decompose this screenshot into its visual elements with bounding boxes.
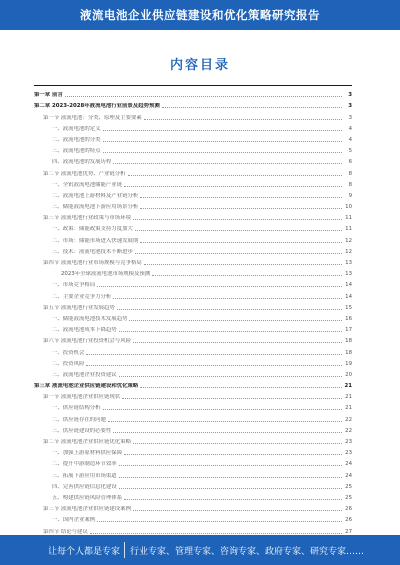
toc-leader-dots bbox=[144, 263, 342, 265]
toc-leader-dots bbox=[129, 319, 342, 321]
toc-entry-page: 19 bbox=[345, 360, 352, 367]
toc-leader-dots bbox=[103, 140, 342, 142]
toc-heading: 内容目录 bbox=[169, 58, 230, 73]
toc-entry-title: 第三节 液流电池行业政策与市场环境 bbox=[43, 215, 131, 222]
toc-leader-dots bbox=[140, 386, 342, 388]
toc-entry[interactable] bbox=[34, 445, 352, 456]
toc-entry[interactable] bbox=[34, 277, 352, 288]
toc-entry-title: 第三节 液流电池企业供应链建设案例 bbox=[43, 506, 131, 513]
toc-entry[interactable] bbox=[34, 501, 352, 512]
toc-entry-page: 22 bbox=[345, 416, 352, 423]
toc-entry-page: 25 bbox=[345, 494, 352, 501]
toc-leader-dots bbox=[124, 453, 342, 455]
toc-leader-dots bbox=[124, 185, 342, 187]
toc-leader-dots bbox=[135, 229, 342, 231]
toc-entry[interactable] bbox=[34, 467, 352, 478]
toc-entry-page: 3 bbox=[348, 114, 352, 121]
toc-leader-dots bbox=[86, 364, 342, 366]
toc-entry[interactable] bbox=[34, 221, 352, 232]
toc-entry-page: 23 bbox=[345, 450, 352, 457]
toc-entry[interactable] bbox=[34, 344, 352, 355]
toc-entry-title: 第六节 液流电池行业投资机会与风险 bbox=[43, 338, 131, 345]
toc-entry[interactable] bbox=[34, 456, 352, 467]
toc-entry-title: 二、液流电池成本下降趋势 bbox=[52, 327, 117, 334]
toc-entry[interactable] bbox=[34, 244, 352, 255]
toc-entry-page: 20 bbox=[345, 371, 352, 378]
toc-entry-page: 16 bbox=[345, 315, 352, 322]
toc-entry-page: 8 bbox=[348, 181, 352, 188]
toc-entry[interactable] bbox=[34, 210, 352, 221]
toc-entry-title: 第一节 液流电池：分类、原理及主要要素 bbox=[43, 114, 142, 121]
toc-leader-dots bbox=[135, 252, 342, 254]
toc-entry-title: 二、提升中游制造环节效率 bbox=[52, 461, 117, 468]
toc-entry-page: 8 bbox=[348, 170, 352, 177]
toc-entry-title: 三、供应链建设的必要性 bbox=[52, 427, 112, 434]
toc-entry-page: 13 bbox=[345, 271, 352, 278]
toc-leader-dots bbox=[140, 196, 342, 198]
toc-entry-title: 第二节 液流电池企业供应链优化策略 bbox=[43, 439, 131, 445]
toc-entry[interactable] bbox=[34, 188, 352, 199]
toc-entry[interactable] bbox=[34, 143, 352, 154]
toc-entry-page: 11 bbox=[345, 215, 352, 222]
toc-leader-dots bbox=[103, 408, 342, 410]
toc-entry-page: 3 bbox=[348, 92, 352, 99]
toc-entry-page: 15 bbox=[345, 304, 352, 311]
toc-entry[interactable] bbox=[34, 232, 352, 243]
toc-entry-title: 二、液流电池上游材料及产业链分析 bbox=[52, 192, 139, 199]
toc-entry-title: 第二章 2023-2028年液流电池行业前景及趋势预测 bbox=[34, 103, 160, 110]
toc-entry[interactable] bbox=[34, 333, 352, 344]
toc-leader-dots bbox=[152, 274, 342, 276]
toc-leader-dots bbox=[133, 509, 342, 511]
toc-entry[interactable] bbox=[34, 434, 352, 445]
toc-entry-title: 一、加强上游原材料供应保障 bbox=[52, 450, 123, 457]
toc-entry-title: 四、液流电池的发展历程 bbox=[52, 159, 112, 166]
toc-leader-dots bbox=[97, 520, 342, 522]
toc-entry[interactable] bbox=[34, 378, 352, 389]
toc-entry-page: 5 bbox=[348, 148, 352, 155]
toc-leader-dots bbox=[119, 464, 342, 466]
toc-entry[interactable] bbox=[34, 177, 352, 188]
toc-entry-page: 9 bbox=[348, 192, 352, 199]
toc-entry-title: 第四节 液流电池行业市场规模与竞争格局 bbox=[43, 260, 142, 266]
toc-entry[interactable] bbox=[34, 512, 352, 523]
toc-entry-title: 一、全钒液流电池储能产业链 bbox=[52, 181, 123, 188]
toc-entry-title: 二、投资风险 bbox=[52, 360, 85, 367]
toc-entry[interactable] bbox=[34, 85, 352, 98]
toc-entry-page: 14 bbox=[345, 293, 352, 300]
toc-leader-dots bbox=[113, 431, 342, 433]
toc-entry-page: 25 bbox=[345, 483, 352, 490]
table-of-contents bbox=[34, 85, 352, 535]
toc-entry-title: 二、液流电池的分类 bbox=[52, 136, 101, 143]
toc-leader-dots bbox=[117, 308, 342, 310]
toc-entry[interactable] bbox=[34, 121, 352, 132]
toc-entry-title: 一、市场竞争格局 bbox=[52, 282, 96, 289]
toc-entry-page: 4 bbox=[348, 136, 352, 143]
toc-entry[interactable] bbox=[34, 199, 352, 210]
toc-entry-title: 三、技术：液流电池技术不断进步 bbox=[52, 248, 133, 255]
toc-entry[interactable] bbox=[34, 266, 352, 277]
toc-leader-dots bbox=[90, 532, 342, 534]
toc-entry[interactable] bbox=[34, 356, 352, 367]
toc-entry-title: 五、构建供应链风险管理体系 bbox=[52, 494, 123, 501]
toc-entry-title: 一、供应链结构分析 bbox=[52, 405, 101, 412]
toc-entry-title: 一、液流电池的定义 bbox=[52, 125, 101, 132]
toc-entry[interactable] bbox=[34, 165, 352, 176]
toc-entry-page: 21 bbox=[344, 383, 352, 390]
toc-entry[interactable] bbox=[34, 132, 352, 143]
toc-entry-title: 一、政策：储能政策支持力度加大 bbox=[52, 226, 133, 233]
toc-entry[interactable] bbox=[34, 98, 352, 109]
toc-entry[interactable] bbox=[34, 322, 352, 333]
toc-entry-page: 24 bbox=[345, 472, 352, 479]
toc-leader-dots bbox=[103, 129, 342, 131]
toc-leader-dots bbox=[113, 297, 342, 299]
toc-entry[interactable] bbox=[34, 400, 352, 411]
report-title: 液流电池企业供应链建设和优化策略研究报告 bbox=[80, 8, 320, 22]
toc-entry[interactable] bbox=[34, 300, 352, 311]
toc-entry[interactable] bbox=[34, 479, 352, 490]
toc-entry-title: 2023年全球液流电池市场规模及预测 bbox=[61, 271, 151, 278]
report-footer bbox=[0, 535, 400, 565]
toc-leader-dots bbox=[108, 420, 342, 422]
toc-entry-page: 12 bbox=[345, 237, 352, 244]
toc-entry-title: 第五节 液流电池行业发展趋势 bbox=[43, 304, 115, 311]
toc-leader-dots bbox=[65, 95, 342, 97]
toc-leader-dots bbox=[122, 397, 342, 399]
toc-entry[interactable] bbox=[34, 423, 352, 434]
footer-slogan: 让每个人都是专家 bbox=[48, 547, 121, 557]
toc-entry[interactable] bbox=[34, 490, 352, 501]
toc-entry-title: 一、投资机会 bbox=[52, 349, 85, 356]
toc-entry[interactable] bbox=[34, 288, 352, 299]
toc-entry[interactable] bbox=[34, 389, 352, 400]
toc-leader-dots bbox=[124, 498, 342, 500]
toc-entry-page: 10 bbox=[345, 204, 352, 211]
toc-entry-title: 二、主要企业竞争力分析 bbox=[52, 293, 112, 300]
toc-entry-page: 24 bbox=[345, 461, 352, 468]
toc-entry-page: 3 bbox=[348, 103, 352, 110]
toc-entry-title: 三、液流电池企业投资建议 bbox=[52, 371, 117, 378]
toc-entry-page: 4 bbox=[348, 125, 352, 132]
toc-leader-dots bbox=[128, 174, 342, 176]
toc-leader-dots bbox=[133, 442, 342, 444]
toc-leader-dots bbox=[133, 218, 342, 220]
toc-entry-title: 第一章 前言 bbox=[34, 92, 63, 99]
toc-entry[interactable] bbox=[34, 109, 352, 120]
toc-entry-page: 21 bbox=[345, 405, 352, 412]
toc-entry-title: 二、市场：储能市场进入快速发展期 bbox=[52, 237, 139, 244]
toc-leader-dots bbox=[133, 341, 342, 343]
toc-entry-page: 23 bbox=[345, 439, 352, 445]
toc-entry-page: 11 bbox=[345, 226, 352, 233]
footer-tagline: 行业专家、管理专家、咨询专家、政府专家、研究专家…… bbox=[130, 547, 365, 557]
toc-entry-page: 21 bbox=[345, 394, 352, 401]
toc-entry-title: 三、液流电池的特点 bbox=[52, 148, 101, 155]
footer-divider bbox=[124, 542, 125, 558]
toc-entry-page: 12 bbox=[345, 248, 352, 255]
toc-entry-page: 26 bbox=[345, 506, 352, 513]
toc-entry[interactable] bbox=[34, 367, 352, 378]
toc-entry-title: 一、国内企业案例 bbox=[52, 517, 96, 524]
toc-entry-title: 第二节 液流电池优势、产业链分析 bbox=[43, 170, 126, 177]
toc-leader-dots bbox=[119, 487, 342, 489]
toc-entry-title: 一、储能液流电池技术发展趋势 bbox=[52, 315, 128, 322]
toc-leader-dots bbox=[86, 353, 342, 355]
report-header bbox=[0, 0, 400, 30]
toc-leader-dots bbox=[162, 106, 342, 108]
toc-entry-title: 第三章 液流电池企业供应链建设和优化策略 bbox=[34, 383, 139, 390]
toc-entry-title: 第四节 结论与建议 bbox=[43, 528, 88, 535]
toc-leader-dots bbox=[140, 207, 342, 209]
toc-leader-dots bbox=[140, 241, 342, 243]
toc-leader-dots bbox=[144, 118, 342, 120]
toc-entry-title: 三、储能液流电池下游应用场景分析 bbox=[52, 204, 139, 211]
toc-entry[interactable] bbox=[34, 411, 352, 422]
toc-entry-page: 22 bbox=[345, 427, 352, 434]
toc-entry-title: 第一节 液流电池企业供应链现状 bbox=[43, 394, 121, 401]
toc-entry[interactable] bbox=[34, 311, 352, 322]
toc-leader-dots bbox=[119, 330, 342, 332]
toc-leader-dots bbox=[97, 285, 342, 287]
toc-entry-page: 13 bbox=[345, 260, 352, 266]
toc-entry[interactable] bbox=[34, 255, 352, 266]
toc-leader-dots bbox=[103, 151, 342, 153]
toc-entry-title: 二、供应链存在的问题 bbox=[52, 416, 106, 423]
toc-entry[interactable] bbox=[34, 523, 352, 534]
toc-leader-dots bbox=[119, 476, 342, 478]
toc-entry-page: 6 bbox=[348, 159, 352, 166]
toc-entry-page: 17 bbox=[345, 327, 352, 334]
toc-entry-title: 四、完善供应链信息化建设 bbox=[52, 483, 117, 490]
toc-entry[interactable] bbox=[34, 154, 352, 165]
toc-entry-page: 18 bbox=[345, 349, 352, 356]
toc-leader-dots bbox=[113, 162, 342, 164]
toc-entry-title: 三、拓展下游应用市场渠道 bbox=[52, 472, 117, 479]
toc-entry-page: 18 bbox=[345, 338, 352, 345]
toc-entry-page: 14 bbox=[345, 282, 352, 289]
toc-entry-page: 27 bbox=[345, 528, 352, 535]
toc-entry-page: 26 bbox=[345, 517, 352, 524]
toc-leader-dots bbox=[119, 375, 342, 377]
